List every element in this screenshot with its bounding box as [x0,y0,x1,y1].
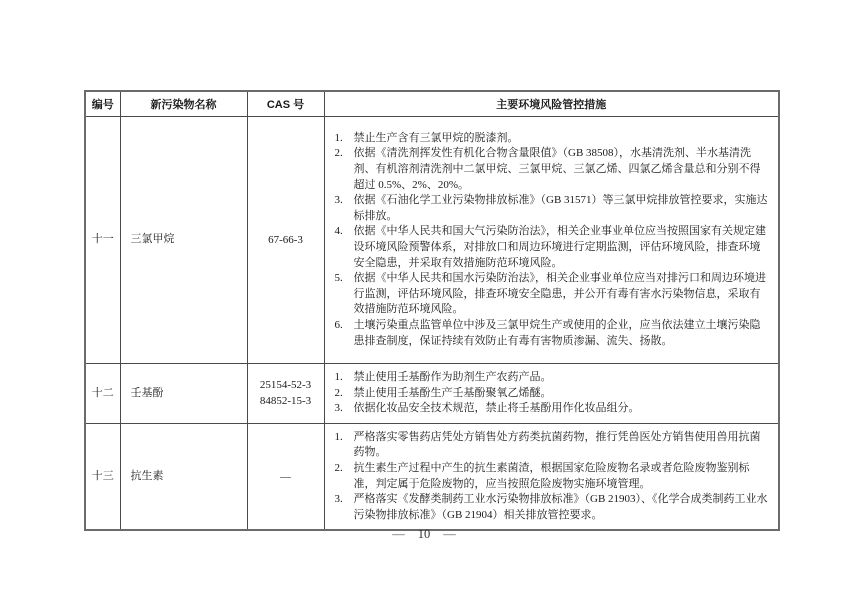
measure-item [335,146,771,193]
measure-number: 1. [334,371,343,383]
cas-value: — [280,470,291,483]
measure-number: 1. [334,131,343,144]
measure-text: 土壤污染重点监管单位中涉及三氯甲烷生产或使用的企业，应当依法建立土壤污染隐患排查制度，保证持续有效防止有毒有害物质渗漏、流失、扬散。 [353,318,761,347]
measure-text: 抗生素生产过程中产生的抗生素菌渣，根据国家危险废物名录或者危险废物鉴别标准，判定属于危险废物的，应当按照危险废物实施环境管理。 [353,461,750,490]
footer-right-dash: — [443,527,456,541]
measure-item [335,224,771,271]
measure-number: 2. [334,386,343,399]
measure-text: 禁止使用壬基酚生产壬基酚聚氧乙烯醚。 [353,386,552,399]
page-number: 10 [417,527,431,541]
table-header-row [85,91,779,117]
table-row-chloroform [85,117,779,364]
measure-text: 禁止使用壬基酚作为助剂生产农药产品。 [353,371,552,383]
measure-number: 4. [334,225,343,238]
col-header-cas: CAS 号 [247,91,324,117]
measure-item [335,430,771,461]
cas-value: 84852-15-3 [259,395,312,408]
measure-text: 依据化妆品安全技术规范，禁止将壬基酚用作化妆品组分。 [353,402,640,415]
measure-number: 3. [334,402,343,415]
pollutant-name-cell: 三氯甲烷 [120,117,247,364]
measure-text: 严格落实《发酵类制药工业水污染物排放标准》（GB 21903）、《化学合成类制药工业水污染物排放标准》（GB 21904）相关排放管控要求。 [353,493,768,521]
cas-number-cell [247,364,324,424]
measure-item [335,401,771,417]
row-number-cell: 十三 [85,423,120,530]
measure-item [335,386,771,402]
measure-text: 严格落实零售药店凭处方销售处方药类抗菌药物，推行凭兽医处方销售使用兽用抗菌药物。 [353,430,761,459]
measure-number: 3. [334,194,343,207]
col-header-pollutant-name: 新污染物名称 [120,91,247,117]
measure-item [335,318,771,349]
measure-number: 5. [334,272,343,285]
cas-value: 25154-52-3 [259,379,312,392]
cas-number-cell [247,423,324,530]
pollutant-name-cell: 壬基酚 [120,364,247,424]
measure-number: 2. [334,461,343,474]
measure-item [335,193,771,224]
measures-cell [324,423,779,530]
page-footer [0,527,848,542]
row-number-cell: 十一 [85,117,120,364]
cas-value: 67-66-3 [268,234,303,246]
measure-text: 依据《中华人民共和国水污染防治法》，相关企业事业单位应当对排污口和周边环境进行监测，评估环境风险，排查环境安全隐患，并公开有毒有害水污染物信息，采取有效措施防范环境风险。 [353,272,766,316]
measure-text: 依据《中华人民共和国大气污染防治法》，相关企业事业单位应当按照国家有关规定建设环境风险预警体系，对排放口和周边环境进行定期监测，评估环境风险，排查环境安全隐患，并采取有效措施防范环境风险。 [353,225,766,269]
measures-cell [324,117,779,364]
measure-text: 依据《石油化学工业污染物排放标准》（GB 31571）等三氯甲烷排放管控要求，实施达标排放。 [353,194,768,222]
measure-item [335,461,771,492]
col-header-measures: 主要环境风险管控措施 [324,91,779,117]
pollutant-name-cell: 抗生素 [120,423,247,530]
measure-number: 1. [334,430,343,443]
table-row-antibiotics [85,423,779,530]
measure-item [335,492,771,523]
measure-text: 禁止生产含有三氯甲烷的脱漆剂。 [353,131,519,144]
table-row-nonylphenol [85,364,779,424]
row-number-cell: 十二 [85,364,120,424]
measure-item [335,370,771,386]
measure-number: 2. [334,147,343,160]
pollutant-table [84,90,780,531]
measure-number: 3. [334,493,343,506]
measures-cell [324,364,779,424]
measure-text: 依据《清洗剂挥发性有机化合物含量限值》（GB 38508），水基清洗剂、半水基清洗剂、有机溶剂清洗剂中二氯甲烷、三氯甲烷、三氯乙烯、四氯乙烯含量总和分别不得超过 0.5%、2%、20%。 [353,147,761,191]
cas-number-cell [247,117,324,364]
footer-left-dash: — [392,527,405,541]
col-header-number: 编号 [85,91,120,117]
measure-item [335,131,771,147]
measure-number: 6. [334,318,343,331]
measure-item [335,271,771,318]
